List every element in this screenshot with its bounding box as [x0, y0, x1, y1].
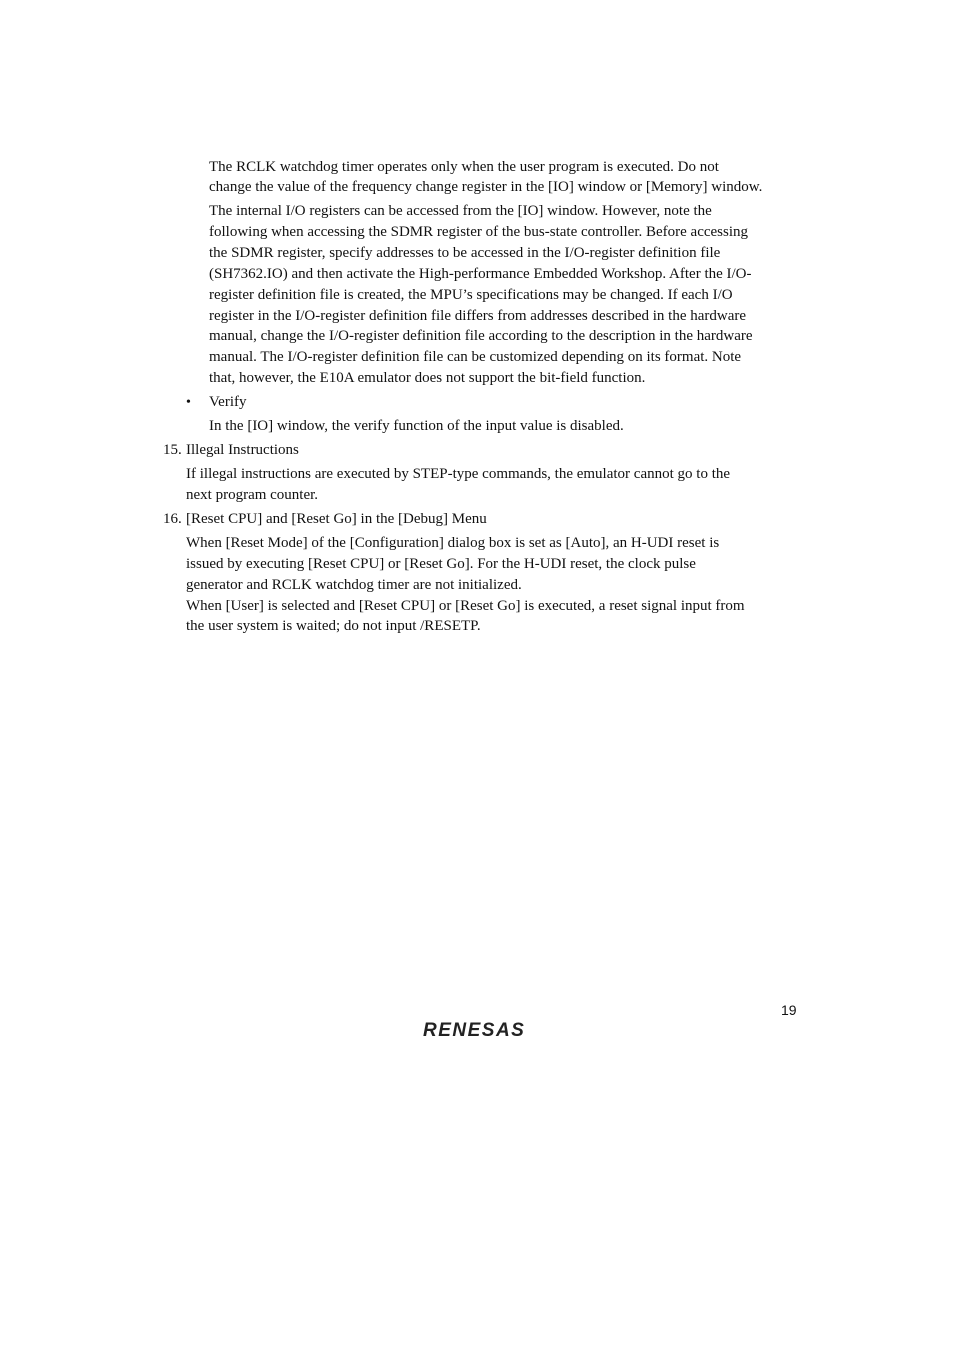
io-line-7: manual, change the I/O-register definition file according to the description in the hardware [209, 328, 753, 344]
io-line-8: manual. The I/O-register definition file can be customized depending on its format. Note [209, 349, 742, 365]
item16-line-4: When [User] is selected and [Reset CPU] or [Reset Go] is executed, a reset signal input from [186, 598, 745, 614]
io-line-4: (SH7362.IO) and then activate the High-performance Embedded Workshop. After the I/O- [209, 266, 752, 282]
io-line-9: that, however, the E10A emulator does not support the bit-field function. [209, 370, 646, 386]
io-line-2: following when accessing the SDMR register of the bus-state controller. Before accessing [209, 224, 749, 240]
item15-line-1: If illegal instructions are executed by STEP-type commands, the emulator cannot go to the [186, 466, 731, 482]
io-line-3: the SDMR register, specify addresses to be accessed in the I/O-register definition file [209, 245, 721, 261]
item15-line-2: next program counter. [186, 487, 319, 503]
item15-number: 15. [163, 442, 182, 458]
item16-heading: [Reset CPU] and [Reset Go] in the [Debug] Menu [186, 511, 487, 527]
item16-line-1: When [Reset Mode] of the [Configuration] dialog box is set as [Auto], an H-UDI reset is [186, 535, 720, 551]
item16-line-2: issued by executing [Reset CPU] or [Reset Go]. For the H-UDI reset, the clock pulse [186, 556, 696, 572]
page-number: 19 [781, 1002, 797, 1018]
io-line-5: register definition file is created, the MPU’s specifications may be changed. If each I/O [209, 287, 733, 303]
rclk-line-2: change the value of the frequency change register in the [IO] window or [Memory] window. [209, 179, 763, 195]
item15-heading: Illegal Instructions [186, 442, 299, 458]
verify-text: In the [IO] window, the verify function of the input value is disabled. [209, 418, 624, 434]
logo-text: RENESAS [423, 1020, 526, 1041]
item16-line-3: generator and RCLK watchdog timer are not initialized. [186, 577, 522, 593]
io-line-6: register in the I/O-register definition file differs from addresses described in the hardware [209, 308, 747, 324]
item16-line-5: the user system is waited; do not input /RESETP. [186, 618, 481, 634]
verify-bullet: • [186, 395, 191, 410]
verify-heading: Verify [209, 394, 247, 410]
rclk-line-1: The RCLK watchdog timer operates only when the user program is executed. Do not [209, 159, 719, 175]
io-line-1: The internal I/O registers can be accessed from the [IO] window. However, note the [209, 203, 712, 219]
renesas-logo [421, 1014, 543, 1042]
item16-number: 16. [163, 511, 182, 527]
